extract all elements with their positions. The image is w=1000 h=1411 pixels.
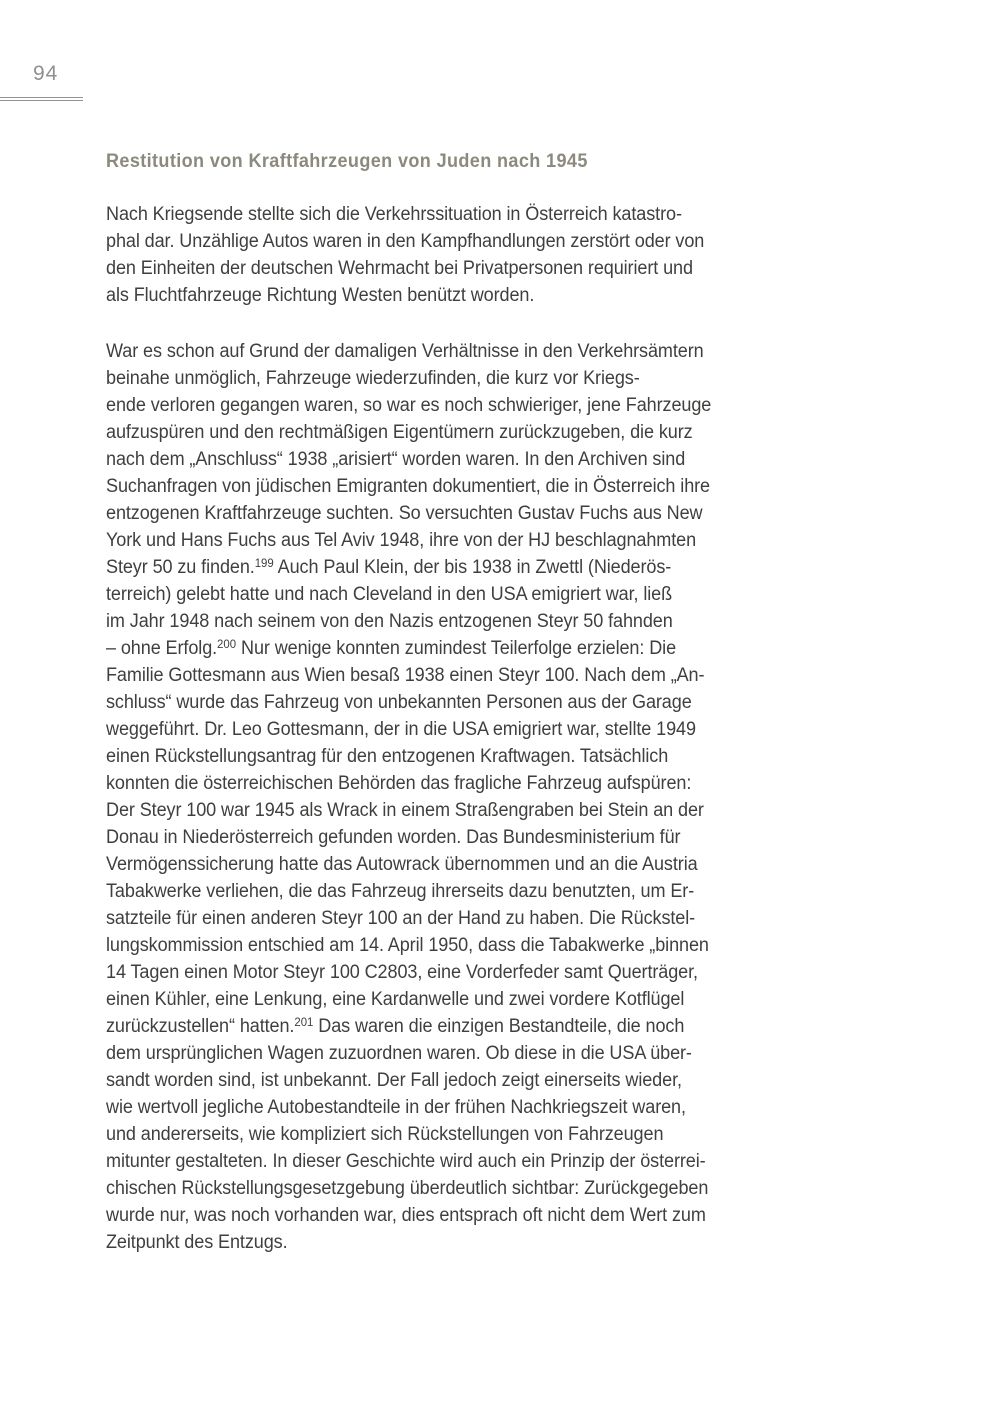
section-heading: Restitution von Kraftfahrzeugen von Juden nach 1945 <box>106 151 588 172</box>
text-line: Steyr 50 zu finden.$^{199}$ Auch Paul Klein, der bis 1938 in Zwettl (Niederös- <box>106 556 672 578</box>
text-line: als Fluchtfahrzeuge Richtung Westen benützt worden. <box>106 285 535 306</box>
text-line: satzteile für einen anderen Steyr 100 an der Hand zu haben. Die Rückstel- <box>106 908 696 929</box>
text-line: Tabakwerke verliehen, die das Fahrzeug ihrerseits dazu benutzten, um Er- <box>106 881 695 902</box>
text-line: einen Rückstellungsantrag für den entzogenen Kraftwagen. Tatsächlich <box>106 746 669 767</box>
text-line: im Jahr 1948 nach seinem von den Nazis entzogenen Steyr 50 fahnden <box>106 611 673 632</box>
text-line: weggeführt. Dr. Leo Gottesmann, der in die USA emigriert war, stellte 1949 <box>106 719 696 740</box>
text-line: terreich) gelebt hatte und nach Cleveland in den USA emigriert war, ließ <box>106 584 673 605</box>
header-rule <box>0 97 83 101</box>
text-line: den Einheiten der deutschen Wehrmacht bei Privatpersonen requiriert und <box>106 258 693 279</box>
page-number: 94 <box>33 62 59 85</box>
text-line: Nach Kriegsende stellte sich die Verkehrssituation in Österreich katastro- <box>106 204 682 225</box>
text-line: entzogenen Kraftfahrzeuge suchten. So versuchten Gustav Fuchs aus New <box>106 503 703 524</box>
text-line: chischen Rückstellungsgesetzgebung überdeutlich sichtbar: Zurückgegeben <box>106 1178 709 1199</box>
footnote-ref-199: 199 <box>254 556 274 570</box>
text-line: und andererseits, wie kompliziert sich Rückstellungen von Fahrzeugen <box>106 1124 664 1145</box>
text-line: Donau in Niederösterreich gefunden worden. Das Bundesministerium für <box>106 827 681 848</box>
text-line: wie wertvoll jegliche Autobestandteile in der frühen Nachkriegszeit waren, <box>106 1097 686 1118</box>
paragraph-1 <box>106 201 771 309</box>
text-line: konnten die österreichischen Behörden das fragliche Fahrzeug aufspüren: <box>106 773 692 794</box>
text-line: beinahe unmöglich, Fahrzeuge wiederzufinden, die kurz vor Kriegs- <box>106 368 640 389</box>
content-column <box>106 0 771 1256</box>
text-line: Der Steyr 100 war 1945 als Wrack in einem Straßengraben bei Stein an der <box>106 800 704 821</box>
text-line: York und Hans Fuchs aus Tel Aviv 1948, ihre von der HJ beschlagnahmten <box>106 530 697 551</box>
text-line: – ohne Erfolg.$^{200}$ Nur wenige konnten zumindest Teilerfolge erzielen: Die <box>106 637 677 659</box>
text-line: Suchanfragen von jüdischen Emigranten dokumentiert, die in Österreich ihre <box>106 476 711 497</box>
paragraph-2 <box>106 338 771 1256</box>
text-line: zurückzustellen“ hatten.$^{201}$ Das waren die einzigen Bestandteile, die noch <box>106 1015 685 1037</box>
text-line: 14 Tagen einen Motor Steyr 100 C2803, eine Vorderfeder samt Querträger, <box>106 962 698 983</box>
text-line: schluss“ wurde das Fahrzeug von unbekannten Personen aus der Garage <box>106 692 692 713</box>
text-line: mitunter gestalteten. In dieser Geschichte wird auch ein Prinzip der österrei- <box>106 1151 706 1172</box>
text-line: Vermögenssicherung hatte das Autowrack übernommen und an die Austria <box>106 854 698 875</box>
text-line: aufzuspüren und den rechtmäßigen Eigentümern zurückzugeben, die kurz <box>106 422 693 443</box>
text-line: einen Kühler, eine Lenkung, eine Kardanwelle und zwei vordere Kotflügel <box>106 989 685 1010</box>
text-line: Zeitpunkt des Entzugs. <box>106 1232 288 1253</box>
text-line: lungskommission entschied am 14. April 1950, dass die Tabakwerke „binnen <box>106 935 709 956</box>
text-line: wurde nur, was noch vorhanden war, dies entsprach oft nicht dem Wert zum <box>106 1205 706 1226</box>
text-line: War es schon auf Grund der damaligen Verhältnisse in den Verkehrsämtern <box>106 341 704 362</box>
text-line: nach dem „Anschluss“ 1938 „arisiert“ worden waren. In den Archiven sind <box>106 449 686 470</box>
text-line: phal dar. Unzählige Autos waren in den Kampfhandlungen zerstört oder von <box>106 231 705 252</box>
text-line: Familie Gottesmann aus Wien besaß 1938 einen Steyr 100. Nach dem „An- <box>106 665 705 686</box>
text-line: ende verloren gegangen waren, so war es noch schwieriger, jene Fahrzeuge <box>106 395 712 416</box>
text-line: sandt worden sind, ist unbekannt. Der Fall jedoch zeigt einerseits wieder, <box>106 1070 682 1091</box>
footnote-ref-200: 200 <box>217 637 237 651</box>
text-line: dem ursprünglichen Wagen zuzuordnen waren. Ob diese in die USA über- <box>106 1043 692 1064</box>
footnote-ref-201: 201 <box>294 1015 314 1029</box>
